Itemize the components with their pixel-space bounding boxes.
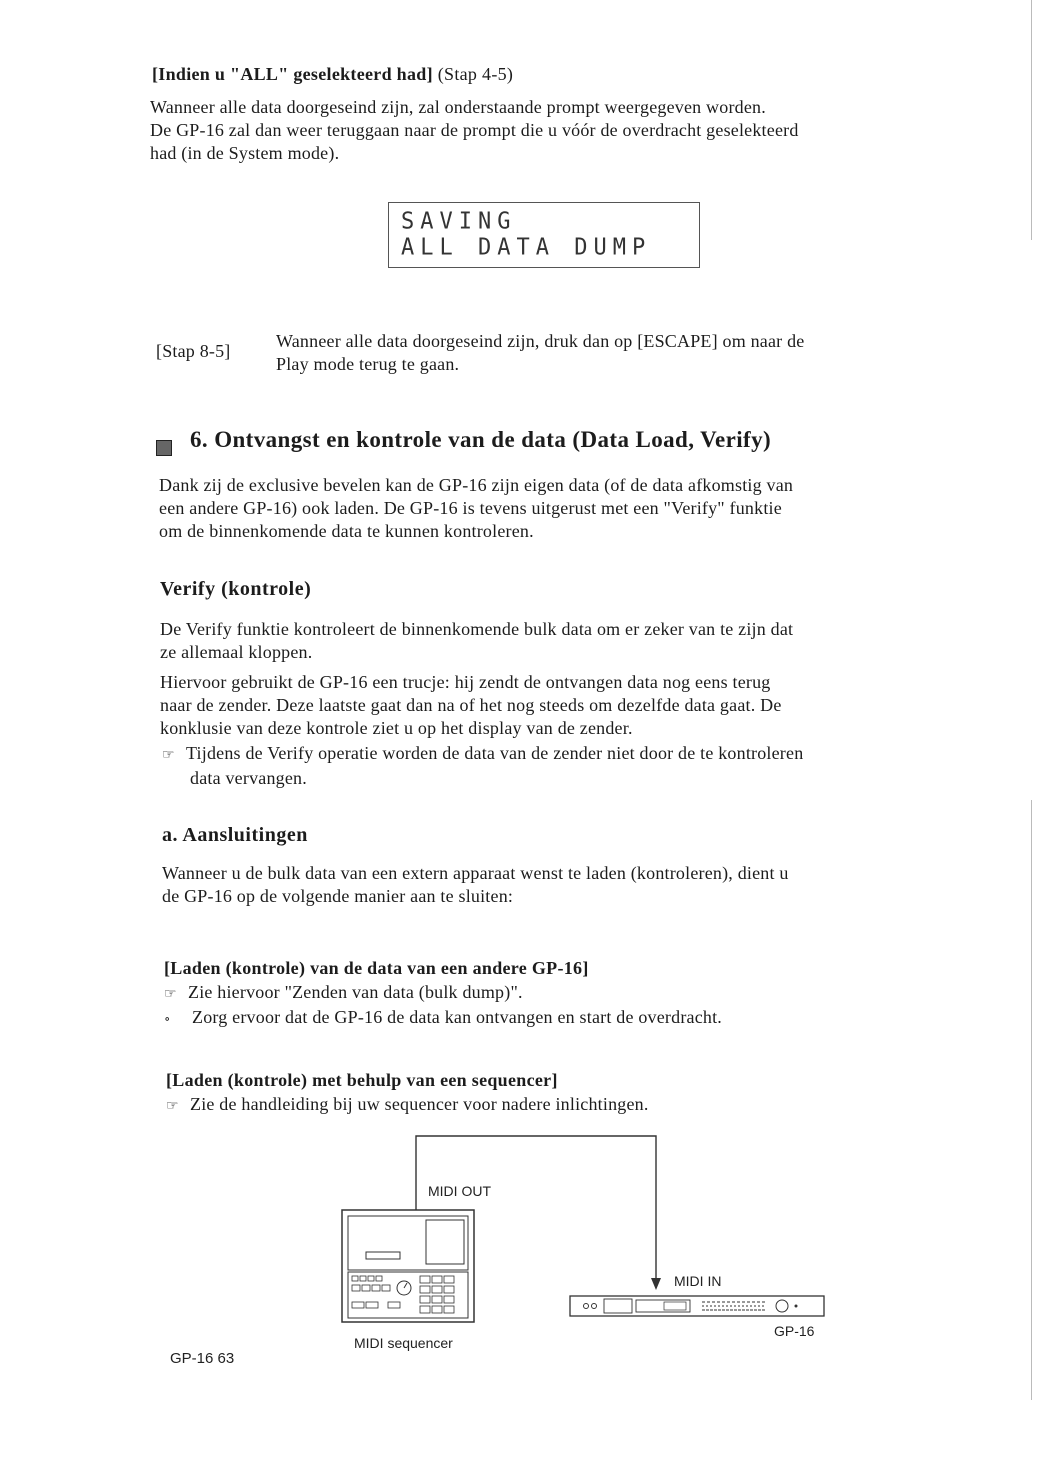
paragraph-line: om de binnenkomende data te kunnen kontroleren.	[159, 521, 534, 541]
paragraph-line: Wanneer alle data doorgeseind zijn, zal onderstaande prompt weergegeven worden.	[150, 97, 766, 117]
lcd-display	[388, 202, 700, 268]
bullet-icon: ∘	[164, 1011, 171, 1026]
pointing-hand-icon: ☞	[162, 747, 175, 763]
note-line: Tijdens de Verify operatie worden de data van de zender niet door de te kontroleren	[186, 743, 804, 763]
verify-note	[162, 742, 942, 790]
paragraph-line: Dank zij de exclusive bevelen kan de GP-16 zijn eigen data (of de data afkomstig van	[159, 475, 794, 495]
bullet-line: Zorg ervoor dat de GP-16 de data kan ontvangen en start de overdracht.	[192, 1007, 722, 1027]
laden-sequencer-body	[166, 1093, 946, 1118]
note-line: Zie de handleiding bij uw sequencer voor nadere inlichtingen.	[190, 1094, 649, 1114]
gp16-label: GP-16	[774, 1323, 815, 1339]
aansluitingen-paragraph	[162, 862, 942, 908]
paragraph-line: Wanneer alle data doorgeseind zijn, druk dan op [ESCAPE] om naar de	[276, 331, 805, 351]
indien-all-heading-bold: [Indien u "ALL" geselekteerd had]	[152, 64, 433, 84]
paragraph-line: konklusie van deze kontrole ziet u op het display van de zender.	[160, 718, 633, 738]
indien-all-heading-step: (Stap 4-5)	[437, 64, 514, 84]
lcd-line-2: ALL DATA DUMP	[401, 234, 652, 261]
paragraph-line: De Verify funktie kontroleert de binnenkomende bulk data om er zeker van te zijn dat	[160, 619, 794, 639]
laden-gp16-heading: [Laden (kontrole) van de data van een andere GP-16]	[164, 958, 589, 978]
pointing-hand-icon: ☞	[164, 986, 177, 1002]
paragraph-line: had (in de System mode).	[150, 143, 340, 163]
scan-edge-line	[1031, 0, 1032, 240]
step-text	[276, 330, 926, 376]
midi-connection-diagram	[330, 1130, 850, 1360]
paragraph-line: Hiervoor gebruikt de GP-16 een trucje: hij zendt de ontvangen data nog eens terug	[160, 672, 771, 692]
indien-all-paragraph	[150, 96, 930, 165]
paragraph-line: naar de zender. Deze laatste gaat dan na of het nog steeds om dezelfde data gaat. De	[160, 695, 782, 715]
paragraph-line: De GP-16 zal dan weer teruggaan naar de prompt die u vóór de overdracht geselekteerd	[150, 120, 799, 140]
section6-paragraph	[159, 474, 939, 543]
paragraph-line: Wanneer u de bulk data van een extern apparaat wenst te laden (kontroleren), dient u	[162, 863, 789, 883]
paragraph-line: een andere GP-16) ook laden. De GP-16 is tevens uitgerust met een "Verify" funktie	[159, 498, 782, 518]
laden-gp16-body	[164, 981, 944, 1030]
section-square-icon	[156, 440, 172, 456]
laden-sequencer-heading: [Laden (kontrole) met behulp van een sequencer]	[166, 1070, 558, 1090]
lcd-line-1: SAVING	[401, 208, 517, 235]
indien-all-heading	[152, 64, 513, 85]
midi-in-label: MIDI IN	[674, 1273, 722, 1289]
paragraph-line: Play mode terug te gaan.	[276, 354, 460, 374]
paragraph-line: de GP-16 op de volgende manier aan te sluiten:	[162, 886, 514, 906]
step-label: [Stap 8-5]	[156, 341, 231, 361]
note-line: Zie hiervoor "Zenden van data (bulk dump)".	[188, 982, 523, 1002]
note-line: data vervangen.	[190, 768, 307, 788]
verify-paragraph-2	[160, 671, 940, 740]
verify-heading: Verify (kontrole)	[160, 578, 312, 600]
gp16-rack-illustration	[570, 1296, 824, 1316]
verify-paragraph-1	[160, 618, 940, 664]
arrow-down-icon	[651, 1278, 661, 1290]
scan-edge-line	[1031, 800, 1032, 1400]
page-footer: GP-16 63	[170, 1350, 235, 1367]
paragraph-line: ze allemaal kloppen.	[160, 642, 313, 662]
aansluitingen-heading: a. Aansluitingen	[162, 824, 308, 846]
midi-out-label: MIDI OUT	[428, 1183, 491, 1199]
midi-sequencer-illustration	[342, 1210, 474, 1322]
sequencer-label: MIDI sequencer	[354, 1335, 453, 1351]
section-title: 6. Ontvangst en kontrole van de data (Data Load, Verify)	[190, 427, 772, 452]
pointing-hand-icon: ☞	[166, 1098, 179, 1114]
